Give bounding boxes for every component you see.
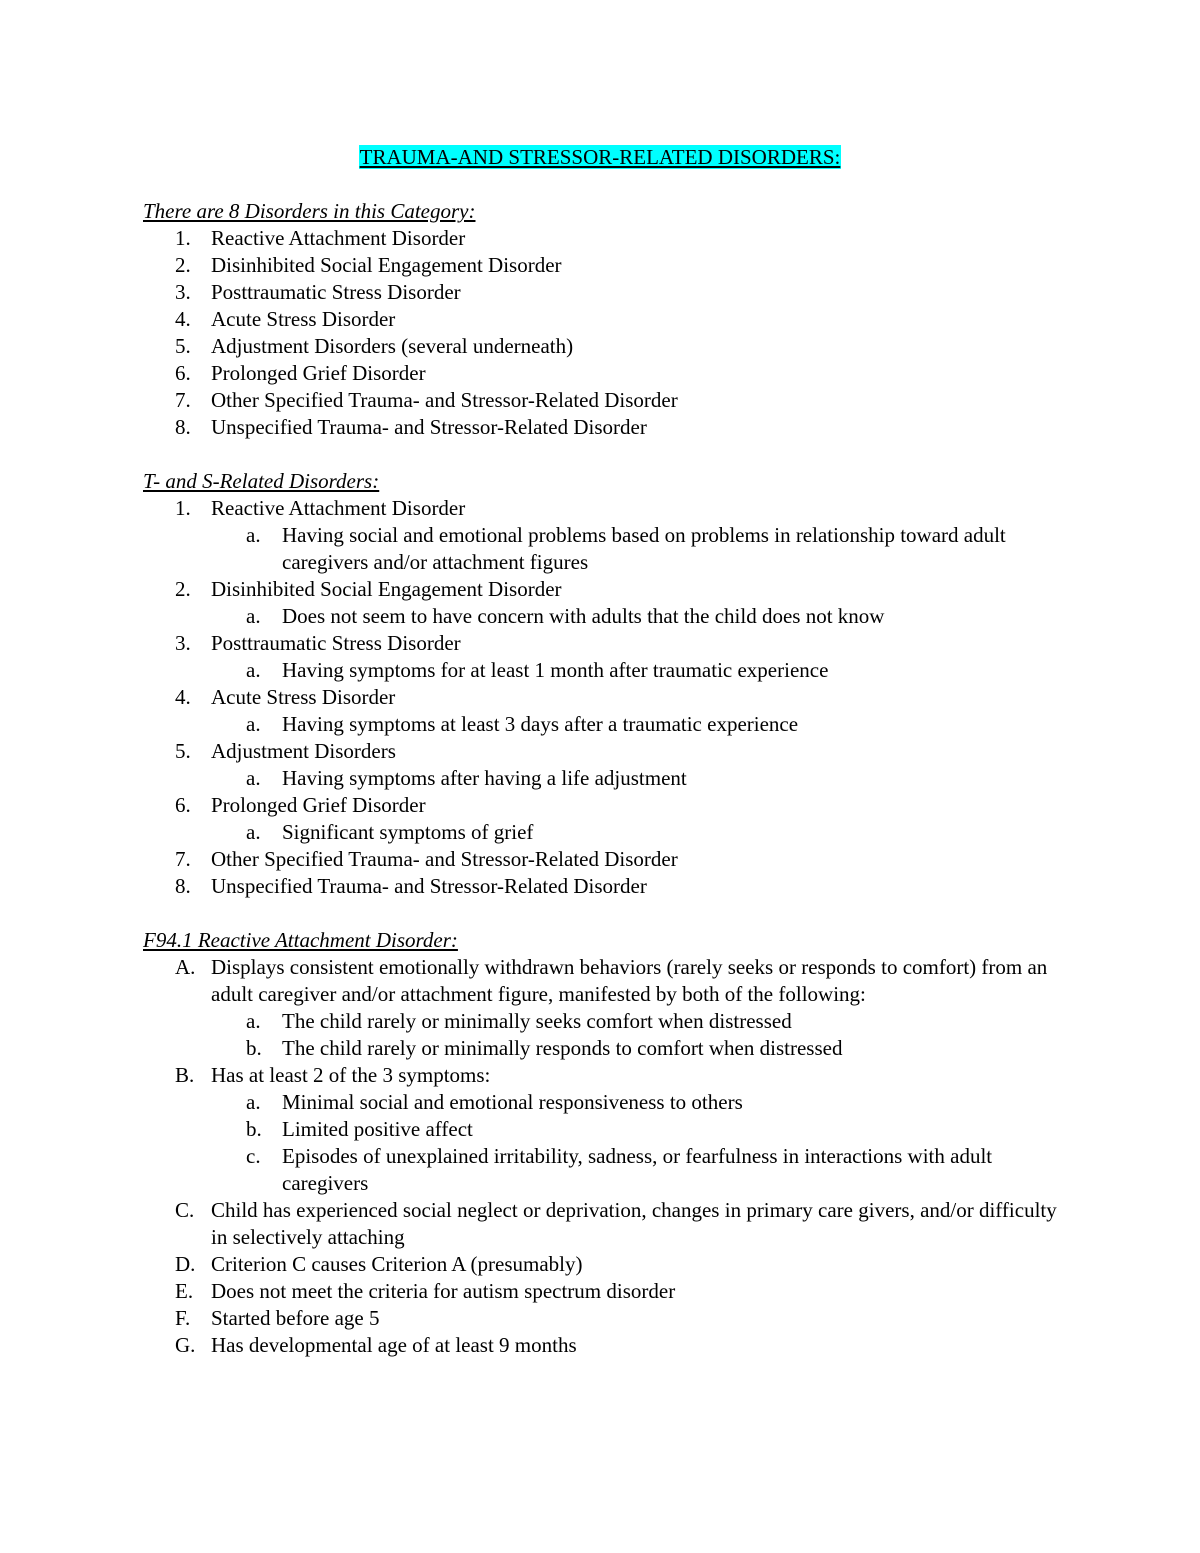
list-item bbox=[143, 954, 1063, 1008]
sub-list-item-text: Having symptoms after having a life adjustment bbox=[282, 766, 687, 790]
sub-list-marker: a. bbox=[246, 712, 261, 736]
list-item bbox=[143, 225, 1063, 252]
list-marker: 7. bbox=[175, 388, 191, 412]
list-item bbox=[143, 333, 1063, 360]
section-heading: There are 8 Disorders in this Category: bbox=[143, 199, 476, 223]
list-item bbox=[143, 684, 1063, 711]
list-item-text: Prolonged Grief Disorder bbox=[211, 793, 426, 817]
list-item-text: Does not meet the criteria for autism spectrum disorder bbox=[211, 1279, 676, 1303]
sub-list-item bbox=[143, 657, 1063, 684]
list-item-text: Started before age 5 bbox=[211, 1306, 380, 1330]
list-marker: 7. bbox=[175, 847, 191, 871]
sub-list-marker: b. bbox=[246, 1117, 262, 1141]
list-item-text: Displays consistent emotionally withdrawn behaviors (rarely seeks or responds to comfort) from an adult caregiver and/or attachment figure, manifested by both of the following: bbox=[211, 955, 1048, 1006]
list-marker: C. bbox=[175, 1198, 195, 1222]
list-item-text: Adjustment Disorders (several underneath) bbox=[211, 334, 574, 358]
list-marker: 6. bbox=[175, 793, 191, 817]
list-marker: A. bbox=[175, 955, 196, 979]
list-item-text: Has developmental age of at least 9 months bbox=[211, 1333, 577, 1357]
sub-list-marker: a. bbox=[246, 604, 261, 628]
list-marker: F. bbox=[175, 1306, 191, 1330]
sub-list-marker: a. bbox=[246, 523, 261, 547]
list-item bbox=[143, 1197, 1063, 1251]
list-item bbox=[143, 1332, 1063, 1359]
list-marker: 4. bbox=[175, 685, 191, 709]
sub-list-item-text: Does not seem to have concern with adults that the child does not know bbox=[282, 604, 885, 628]
sub-list-item bbox=[143, 819, 1063, 846]
list-marker: B. bbox=[175, 1063, 195, 1087]
sub-list-marker: a. bbox=[246, 658, 261, 682]
list-item bbox=[143, 252, 1063, 279]
list-item bbox=[143, 630, 1063, 657]
list-item-text: Acute Stress Disorder bbox=[211, 685, 396, 709]
list-item-text: Child has experienced social neglect or deprivation, changes in primary care givers, and/or difficulty in selectively attaching bbox=[211, 1198, 1057, 1249]
sub-list-marker: a. bbox=[246, 820, 261, 844]
sub-list-item-text: Minimal social and emotional responsiveness to others bbox=[282, 1090, 743, 1114]
list-marker: 8. bbox=[175, 874, 191, 898]
list-item bbox=[143, 1062, 1063, 1089]
list-marker: 1. bbox=[175, 226, 191, 250]
list-marker: 4. bbox=[175, 307, 191, 331]
section-reactive-attachment-criteria bbox=[143, 927, 1063, 1359]
sub-list-marker: a. bbox=[246, 1009, 261, 1033]
list-item-text: Disinhibited Social Engagement Disorder bbox=[211, 577, 562, 601]
sub-list-item-text: Having symptoms for at least 1 month after traumatic experience bbox=[282, 658, 829, 682]
list-item-text: Reactive Attachment Disorder bbox=[211, 496, 466, 520]
list-item-text: Adjustment Disorders bbox=[211, 739, 396, 763]
sub-list-item-text: The child rarely or minimally seeks comfort when distressed bbox=[282, 1009, 792, 1033]
list-item bbox=[143, 306, 1063, 333]
list-item-text: Posttraumatic Stress Disorder bbox=[211, 280, 461, 304]
list-marker: 2. bbox=[175, 253, 191, 277]
list-marker: 5. bbox=[175, 739, 191, 763]
list-item bbox=[143, 414, 1063, 441]
sub-list-item-text: Significant symptoms of grief bbox=[282, 820, 534, 844]
sub-list-item-text: Episodes of unexplained irritability, sadness, or fearfulness in interactions with adult caregivers bbox=[282, 1144, 993, 1195]
sub-list-item bbox=[143, 603, 1063, 630]
list-marker: E. bbox=[175, 1279, 194, 1303]
document-title: TRAUMA-AND STRESSOR-RELATED DISORDERS: bbox=[359, 145, 841, 169]
list-item bbox=[143, 738, 1063, 765]
sub-list-item-text: Having symptoms at least 3 days after a traumatic experience bbox=[282, 712, 799, 736]
sub-list-item bbox=[143, 711, 1063, 738]
list-marker: G. bbox=[175, 1333, 196, 1357]
list-item-text: Unspecified Trauma- and Stressor-Related Disorder bbox=[211, 415, 647, 439]
list-item bbox=[143, 360, 1063, 387]
list-item-text: Unspecified Trauma- and Stressor-Related Disorder bbox=[211, 874, 647, 898]
list-marker: 6. bbox=[175, 361, 191, 385]
title-line bbox=[0, 144, 1200, 171]
section-related-disorders bbox=[143, 468, 1063, 900]
list-item-text: Posttraumatic Stress Disorder bbox=[211, 631, 461, 655]
sub-list-item-text: Having social and emotional problems based on problems in relationship toward adult caregivers and/or attachment figures bbox=[282, 523, 1006, 574]
list-item bbox=[143, 1278, 1063, 1305]
list-item-text: Other Specified Trauma- and Stressor-Related Disorder bbox=[211, 847, 678, 871]
list-marker: 3. bbox=[175, 631, 191, 655]
sub-list-item bbox=[143, 1035, 1063, 1062]
list-item bbox=[143, 576, 1063, 603]
sub-list-marker: a. bbox=[246, 1090, 261, 1114]
sub-list-item bbox=[143, 765, 1063, 792]
sub-list-marker: b. bbox=[246, 1036, 262, 1060]
sub-list-item-text: Limited positive affect bbox=[282, 1117, 473, 1141]
sub-list-item bbox=[143, 1089, 1063, 1116]
list-item-text: Reactive Attachment Disorder bbox=[211, 226, 466, 250]
list-marker: 3. bbox=[175, 280, 191, 304]
list-marker: 2. bbox=[175, 577, 191, 601]
list-item bbox=[143, 279, 1063, 306]
sub-list-marker: c. bbox=[246, 1144, 261, 1168]
sub-list-item bbox=[143, 1008, 1063, 1035]
list-item-text: Acute Stress Disorder bbox=[211, 307, 396, 331]
list-marker: 5. bbox=[175, 334, 191, 358]
list-item bbox=[143, 1305, 1063, 1332]
list-item bbox=[143, 1251, 1063, 1278]
list-item bbox=[143, 495, 1063, 522]
section-heading: T- and S-Related Disorders: bbox=[143, 469, 380, 493]
list-item bbox=[143, 792, 1063, 819]
section-heading: F94.1 Reactive Attachment Disorder: bbox=[143, 928, 458, 952]
list-marker: D. bbox=[175, 1252, 196, 1276]
sub-list-item-text: The child rarely or minimally responds to comfort when distressed bbox=[282, 1036, 843, 1060]
list-item-text: Prolonged Grief Disorder bbox=[211, 361, 426, 385]
list-marker: 8. bbox=[175, 415, 191, 439]
list-marker: 1. bbox=[175, 496, 191, 520]
sub-list-marker: a. bbox=[246, 766, 261, 790]
sub-list-item bbox=[143, 1116, 1063, 1143]
list-item-text: Has at least 2 of the 3 symptoms: bbox=[211, 1063, 491, 1087]
list-item-text: Disinhibited Social Engagement Disorder bbox=[211, 253, 562, 277]
sub-list-item bbox=[143, 522, 1063, 576]
list-item-text: Criterion C causes Criterion A (presumably) bbox=[211, 1252, 583, 1276]
list-item bbox=[143, 387, 1063, 414]
list-item-text: Other Specified Trauma- and Stressor-Related Disorder bbox=[211, 388, 678, 412]
sub-list-item bbox=[143, 1143, 1063, 1197]
list-item bbox=[143, 846, 1063, 873]
list-item bbox=[143, 873, 1063, 900]
section-disorder-list bbox=[143, 198, 1063, 441]
